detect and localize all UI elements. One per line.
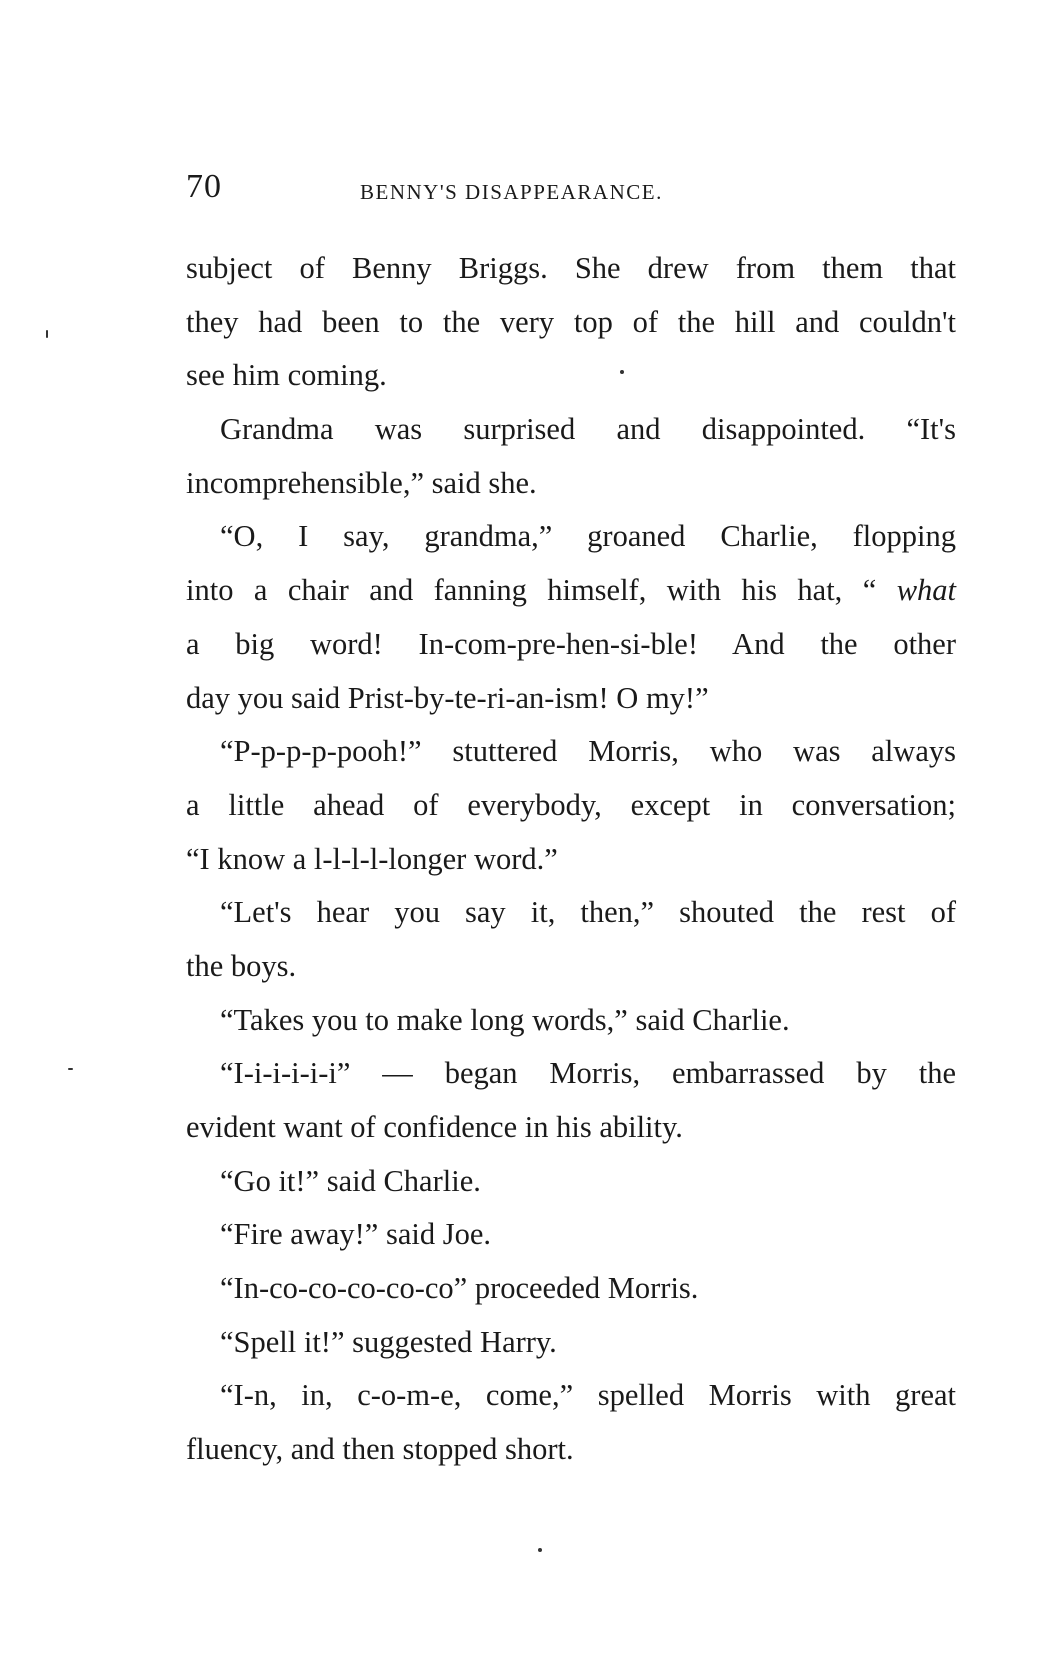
page-number: 70 bbox=[186, 168, 222, 205]
body-text bbox=[186, 242, 956, 1477]
ink-speck bbox=[620, 370, 624, 374]
running-title: BENNY'S DISAPPEARANCE. bbox=[360, 180, 663, 204]
emphasis-word: what bbox=[896, 573, 957, 608]
text-line: fluency, and then stopped short. bbox=[186, 1432, 574, 1467]
ink-speck bbox=[538, 1548, 542, 1552]
text-line: “Spell it!” suggested Harry. bbox=[220, 1324, 557, 1359]
text-line: “Let's hear you say it, then,” shouted the rest of bbox=[220, 895, 956, 930]
text-line: “I-i-i-i-i-i” — began Morris, embarrassed by the bbox=[220, 1056, 956, 1091]
text-line: a little ahead of everybody, except in conversation; bbox=[186, 787, 956, 822]
text-line: day you said Prist-by-te-ri-an-ism! O my!” bbox=[186, 680, 709, 715]
text-line: incomprehensible,” said she. bbox=[186, 465, 537, 500]
text-line: the boys. bbox=[186, 948, 297, 983]
text-line: subject of Benny Briggs. She drew from them that bbox=[186, 251, 956, 285]
text-line: “I-n, in, c-o-m-e, come,” spelled Morris with great bbox=[220, 1378, 956, 1413]
text-line: see him coming. bbox=[186, 358, 387, 393]
running-head bbox=[186, 168, 746, 208]
text-line: evident want of confidence in his ability. bbox=[186, 1110, 683, 1144]
text-line: “O, I say, grandma,” groaned Charlie, flopping bbox=[220, 519, 956, 554]
text-line: “I know a l-l-l-l-longer word.” bbox=[186, 841, 558, 876]
text-line: “In-co-co-co-co-co” proceeded Morris. bbox=[220, 1271, 699, 1306]
text-line: “Takes you to make long words,” said Charlie. bbox=[220, 1002, 790, 1037]
text-line: “P-p-p-p-pooh!” stuttered Morris, who was always bbox=[220, 734, 956, 769]
text-line: “Fire away!” said Joe. bbox=[220, 1217, 492, 1252]
ink-speck bbox=[46, 330, 48, 338]
text-line-part: into a chair and fanning himself, with his hat, “ bbox=[186, 573, 877, 608]
text-line bbox=[186, 564, 956, 618]
text-line: Grandma was surprised and disappointed. “It's bbox=[220, 412, 956, 447]
text-line: “Go it!” said Charlie. bbox=[220, 1163, 481, 1198]
text-line: they had been to the very top of the hill and couldn't bbox=[186, 304, 956, 339]
text-line: a big word! In-com-pre-hen-si-ble! And the other bbox=[186, 626, 956, 661]
ink-speck bbox=[68, 1068, 73, 1070]
